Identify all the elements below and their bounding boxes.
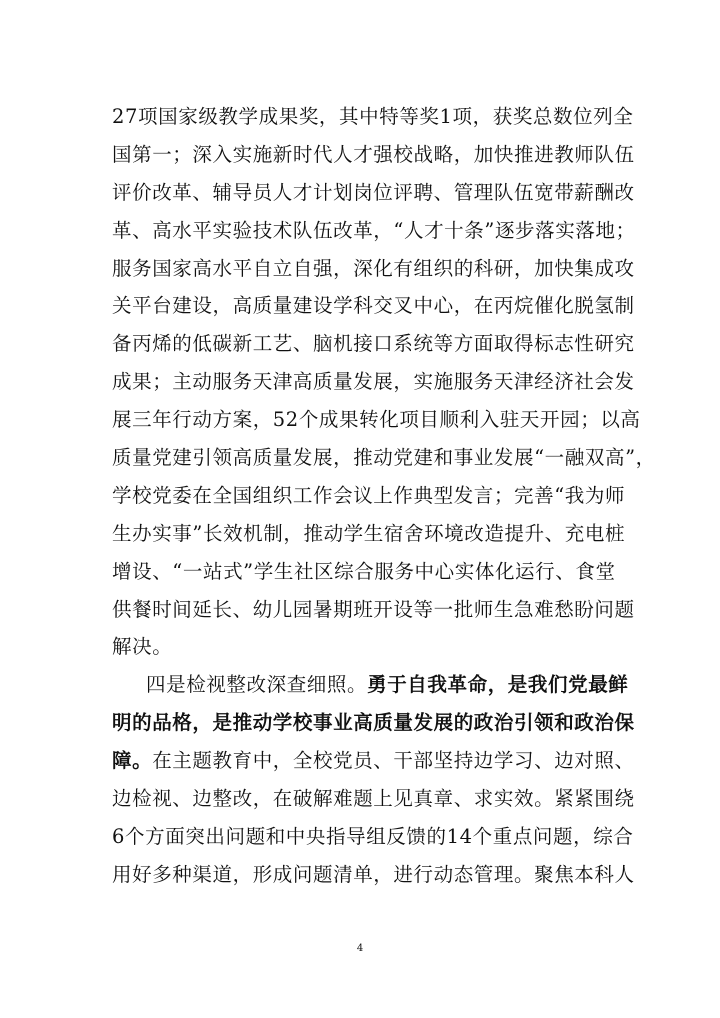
text-line: 边检视、边整改，在破解难题上见真章、求实效。紧紧围绕 [112,787,635,811]
text-line: 解决。 [112,635,173,659]
text-line: 增设、“一站式”学生社区综合服务中心实体化运行、食堂 [112,559,616,583]
body-text [112,98,656,894]
text-span: 在主题教育中，全校党员、干部坚持边学习、边对照、 [152,749,635,773]
bold-emphasis: 障。 [112,749,153,773]
text-line: 国第一；深入实施新时代人才强校战略，加快推进教师队伍 [112,142,635,166]
text-line: 服务国家高水平自立自强，深化有组织的科研，加快集成攻 [112,256,635,280]
bold-emphasis: 明的品格，是推动学校事业高质量发展的政治引领和政治保 [112,711,635,735]
text-line: 成果；主动服务天津高质量发展，实施服务天津经济社会发 [112,370,635,394]
text-line: 关平台建设，高质量建设学科交叉中心，在丙烷催化脱氢制 [112,294,635,318]
text-line: 27项国家级教学成果奖，其中特等奖1项，获奖总数位列全 [112,105,634,128]
text-line: 评价改革、辅导员人才计划岗位评聘、管理队伍宽带薪酬改 [112,180,635,204]
text-line: 革、高水平实验技术队伍改革，“人才十条”逐步落实落地； [112,218,636,242]
text-line: 学校党委在全国组织工作会议上作典型发言；完善“我为师 [112,483,626,507]
paragraph-2 [112,666,635,893]
text-line: 6个方面突出问题和中央指导组反馈的14个重点问题，综合 [112,824,634,848]
section-heading: 四是检视整改深查细照。 [146,673,368,697]
paragraph-1 [112,98,656,666]
text-line: 质量党建引领高质量发展，推动党建和事业发展“一融双高”， [112,446,656,470]
text-line: 备丙烯的低碳新工艺、脑机接口系统等方面取得标志性研究 [112,332,635,356]
text-line: 供餐时间延长、幼儿园暑期班开设等一批师生急难愁盼问题 [112,597,635,621]
page-number: 4 [356,943,364,954]
text-line: 展三年行动方案，52个成果转化项目顺利入驻天开园；以高 [112,408,641,432]
bold-emphasis: 勇于自我革命，是我们党最鲜 [367,673,629,697]
text-line: 用好多种渠道，形成问题清单，进行动态管理。聚焦本科人 [112,862,635,886]
text-line: 生办实事”长效机制，推动学生宿舍环境改造提升、充电桩 [112,521,626,545]
text-line [112,742,635,780]
text-line [112,666,629,704]
